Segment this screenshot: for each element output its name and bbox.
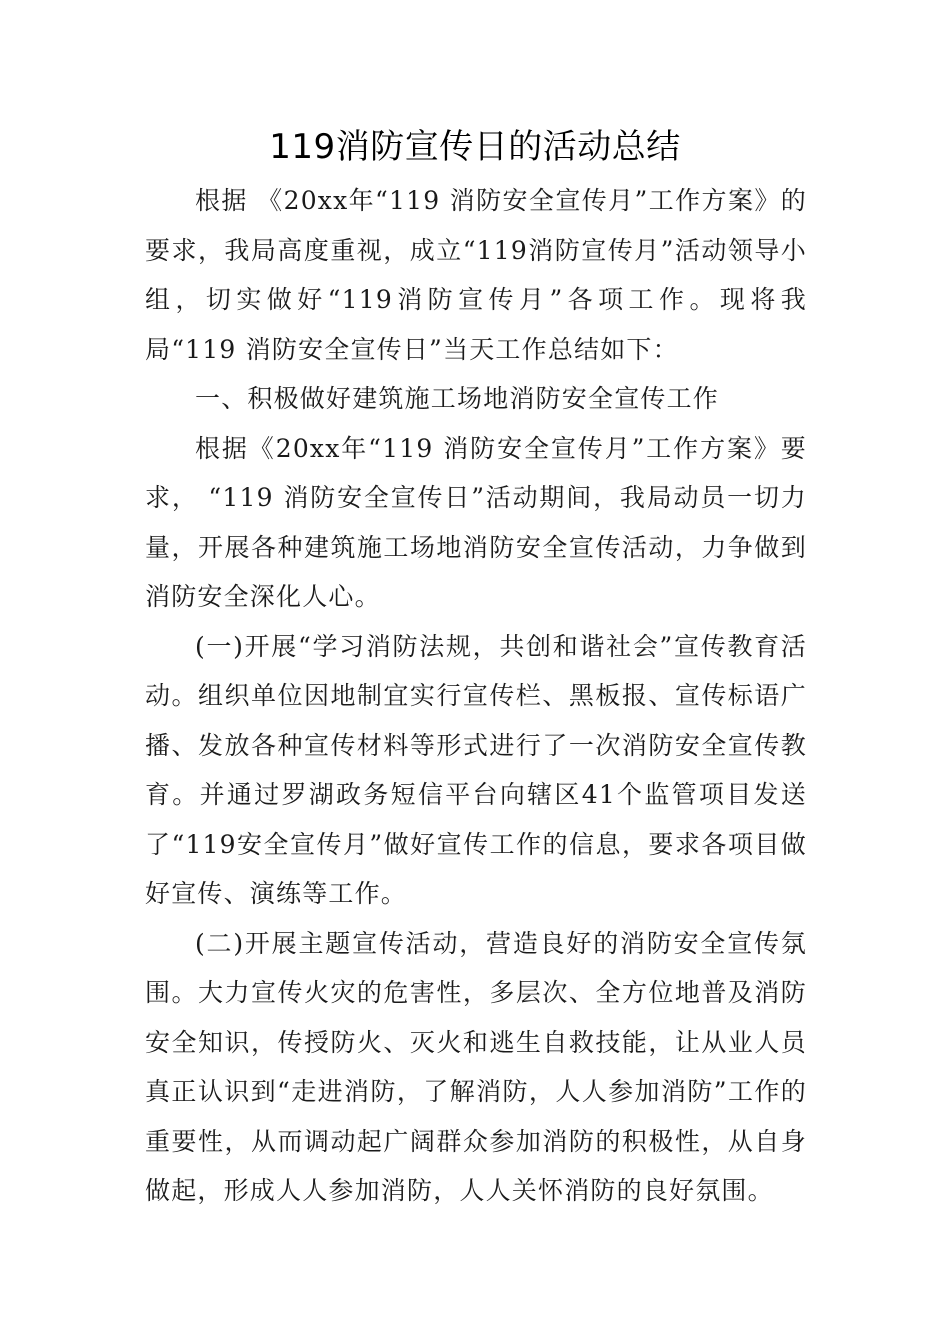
item-1-paragraph: (一)开展“学习消防法规，共创和谐社会”宣传教育活动。组织单位因地制宜实行宣传栏、黑板报、宣传标语广播、发放各种宣传材料等形式进行了一次消防安全宣传教育。并通过罗湖政务短信平台向辖区41个监管项目发送了“119安全宣传月”做好宣传工作的信息，要求各项目做好宣传、演练等工作。: [145, 631, 807, 908]
section-1-paragraph: 根据《20xx年“119 消防安全宣传月”工作方案》要求， “119 消防安全宣传日”活动期间，我局动员一切力量，开展各种建筑施工场地消防安全宣传活动，力争做到消防安全深化人心。: [145, 433, 807, 611]
section-heading-1: 一、积极做好建筑施工场地消防安全宣传工作: [195, 384, 720, 413]
document-body: [145, 176, 807, 1216]
item-2-paragraph: (二)开展主题宣传活动，营造良好的消防安全宣传氛围。大力宣传火灾的危害性，多层次、全方位地普及消防安全知识，传授防火、灭火和逃生自救技能，让从业人员真正认识到“走进消防，了解消防，人人参加消防”工作的重要性，从而调动起广阔群众参加消防的积极性，从自身做起，形成人人参加消防，人人关怀消防的良好氛围。: [145, 928, 807, 1205]
intro-paragraph: 根据 《20xx年“119 消防安全宣传月”工作方案》的要求，我局高度重视，成立“119消防宣传月”活动领导小组，切实做好“119消防宣传月”各项工作。现将我局“119 消防安全宣传日”当天工作总结如下：: [145, 186, 807, 364]
document-title: 119消防宣传日的活动总结: [269, 127, 681, 167]
